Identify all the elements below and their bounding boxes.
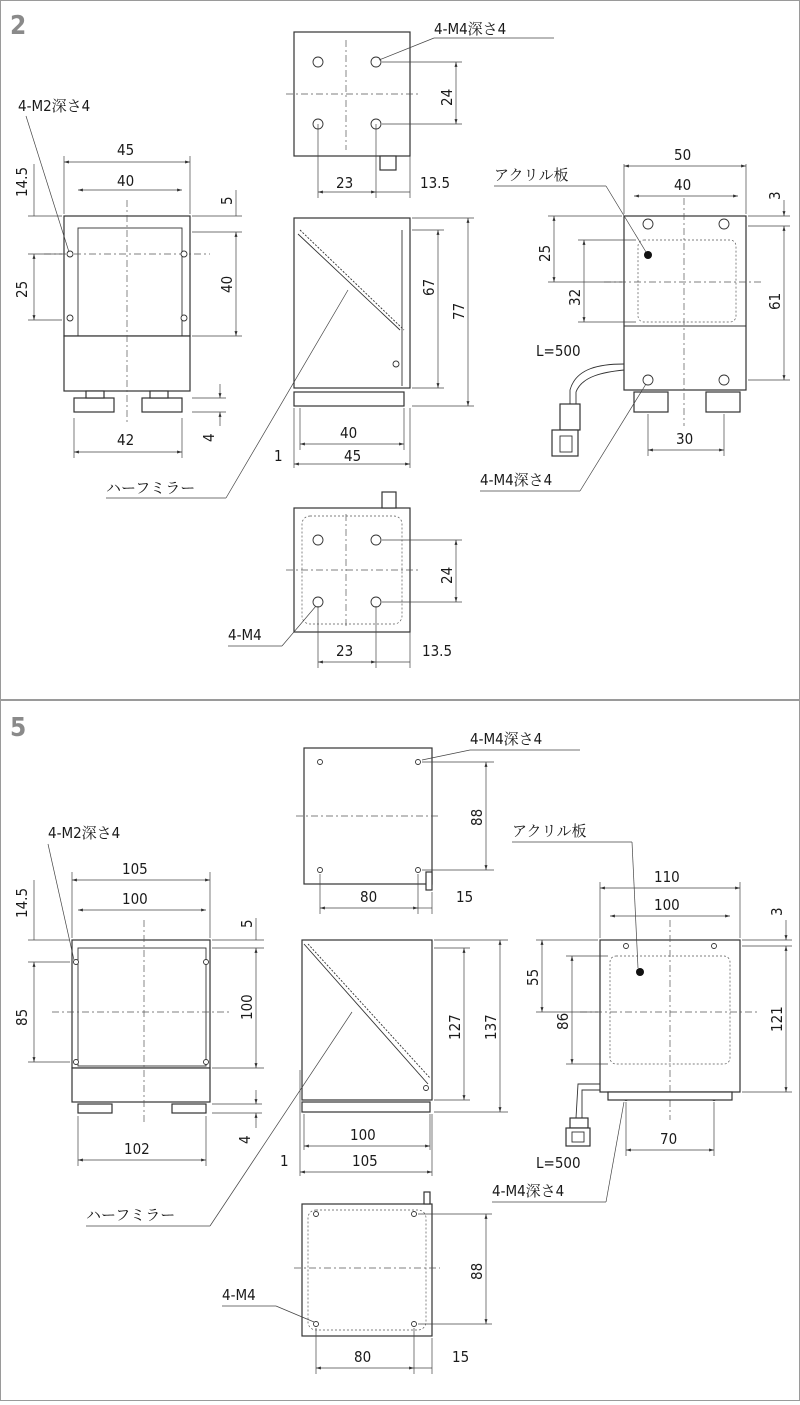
dim-right-25: 25 xyxy=(536,244,554,262)
dim-base-height: 4 xyxy=(236,1135,254,1144)
acrylic-label: アクリル板 xyxy=(494,166,569,184)
hole-note-front: 4-M2深さ4 xyxy=(18,97,91,115)
dim-side-outer: 45 xyxy=(344,447,362,465)
dim-side-h1: 67 xyxy=(420,278,438,296)
front-view xyxy=(13,824,264,1166)
dim-width-inner: 40 xyxy=(117,172,135,190)
dim-right-top: 5 xyxy=(218,196,236,205)
dim-top-height: 88 xyxy=(468,808,486,826)
dim-side-h1: 127 xyxy=(446,1014,464,1040)
dim-right-top: 3 xyxy=(766,191,784,200)
front-view xyxy=(13,97,242,458)
hole-note-top: 4-M4深さ4 xyxy=(434,20,507,38)
dim-width-outer: 105 xyxy=(122,860,148,878)
dim-top-width: 80 xyxy=(360,888,378,906)
dim-top-height: 24 xyxy=(438,88,456,106)
dim-width-inner: 100 xyxy=(122,890,148,908)
mirror-label: ハーフミラー xyxy=(106,479,196,497)
panel-2 xyxy=(1,1,800,700)
dim-right-61: 121 xyxy=(768,1006,786,1032)
dim-bottom-width: 23 xyxy=(336,642,354,660)
dim-side-inner: 100 xyxy=(350,1126,376,1144)
dim-right-outer: 110 xyxy=(654,868,680,886)
hole-note-bottom: 4-M4 xyxy=(228,626,262,644)
cable-length: L=500 xyxy=(536,1154,581,1172)
dim-bottom-right-width: 15 xyxy=(452,1348,470,1366)
panel-5 xyxy=(1,701,800,1401)
dim-base-height: 4 xyxy=(200,433,218,442)
dim-hole-pitch: 25 xyxy=(13,280,31,298)
dim-right-height: 40 xyxy=(218,275,236,293)
dim-right-top: 3 xyxy=(768,907,786,916)
dim-bottom-width: 80 xyxy=(354,1348,372,1366)
dim-base-width: 42 xyxy=(117,431,135,449)
dim-right-inner: 100 xyxy=(654,896,680,914)
dim-side-inner: 40 xyxy=(340,424,358,442)
hole-note-bottom: 4-M4 xyxy=(222,1286,256,1304)
bottom-view xyxy=(228,492,462,668)
dim-right-61: 61 xyxy=(766,292,784,310)
hole-note-top: 4-M4深さ4 xyxy=(470,730,543,748)
dim-top-height: 14.5 xyxy=(13,166,31,197)
dim-right-outer: 50 xyxy=(674,146,692,164)
dim-bottom-height: 88 xyxy=(468,1262,486,1280)
dim-right-bottom: 70 xyxy=(660,1130,678,1148)
panel-number: 5 xyxy=(10,713,27,743)
dim-hole-pitch: 85 xyxy=(13,1008,31,1026)
mirror-label: ハーフミラー xyxy=(86,1206,176,1224)
dim-top-right-width: 15 xyxy=(456,888,474,906)
panel-number: 2 xyxy=(10,11,27,41)
hole-note-right: 4-M4深さ4 xyxy=(480,471,553,489)
dim-side-offset: 1 xyxy=(274,447,283,465)
dim-right-height: 100 xyxy=(238,994,256,1020)
dim-side-h2: 77 xyxy=(450,302,468,320)
dim-side-offset: 1 xyxy=(280,1152,289,1170)
right-view xyxy=(480,146,790,491)
dim-bottom-height: 24 xyxy=(438,566,456,584)
bottom-view xyxy=(222,1192,492,1374)
hole-note-right: 4-M4深さ4 xyxy=(492,1182,565,1200)
dim-top-height: 14.5 xyxy=(13,887,31,918)
dim-bottom-right-width: 13.5 xyxy=(422,642,453,660)
cable-length: L=500 xyxy=(536,342,581,360)
dim-width-outer: 45 xyxy=(117,141,135,159)
dim-top-width: 23 xyxy=(336,174,354,192)
dim-right-inner: 40 xyxy=(674,176,692,194)
hole-note-front: 4-M2深さ4 xyxy=(48,824,121,842)
right-view xyxy=(492,822,792,1202)
dim-top-right-width: 13.5 xyxy=(420,174,451,192)
dim-right-32: 32 xyxy=(566,288,584,306)
dim-side-h2: 137 xyxy=(482,1014,500,1040)
dim-right-bottom: 30 xyxy=(676,430,694,448)
dim-base-width: 102 xyxy=(124,1140,150,1158)
dim-side-outer: 105 xyxy=(352,1152,378,1170)
acrylic-label: アクリル板 xyxy=(512,822,587,840)
dim-right-32: 86 xyxy=(554,1012,572,1030)
dim-right-top: 5 xyxy=(238,919,256,928)
dim-right-25: 55 xyxy=(524,968,542,986)
